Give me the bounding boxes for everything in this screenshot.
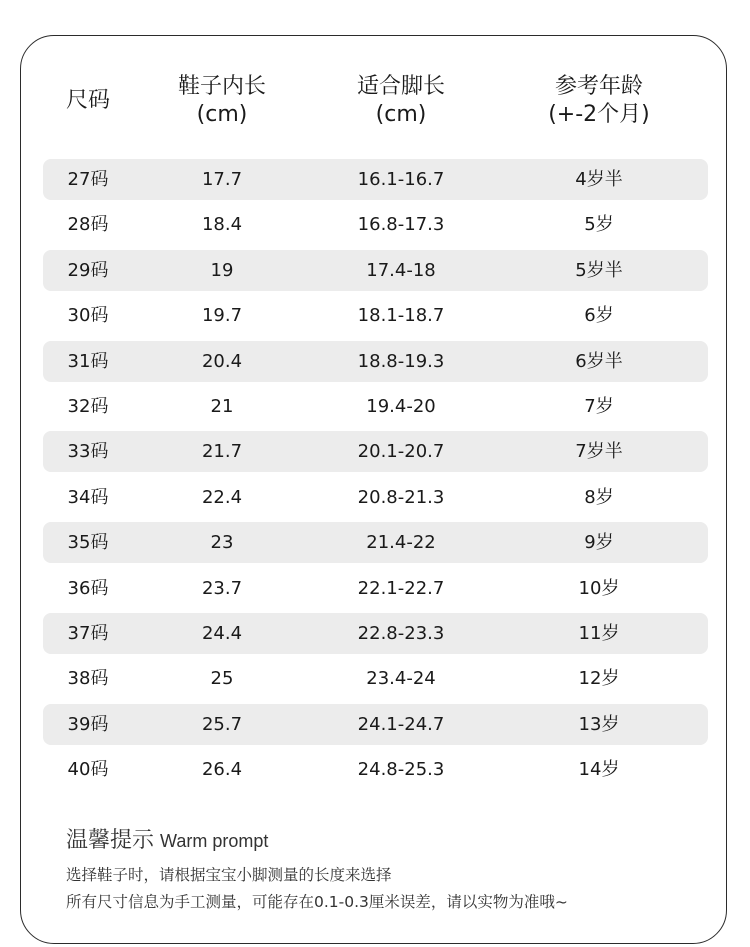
size-cell: 37码 bbox=[67, 622, 109, 644]
warm-prompt bbox=[66, 826, 568, 916]
table-row bbox=[43, 159, 708, 200]
header-size: 尺码 bbox=[65, 88, 111, 113]
shoe-length-cell: 22.4 bbox=[201, 486, 243, 508]
size-cell: 28码 bbox=[67, 214, 109, 236]
table-row bbox=[43, 522, 708, 563]
table-row bbox=[43, 749, 708, 790]
age-cell: 7岁半 bbox=[575, 441, 623, 463]
shoe-length-cell: 21.7 bbox=[201, 441, 243, 463]
size-cell: 39码 bbox=[67, 713, 109, 735]
shoe-length-cell: 23.7 bbox=[201, 577, 243, 599]
shoe-length-cell: 20.4 bbox=[201, 350, 243, 372]
age-cell: 6岁半 bbox=[575, 350, 623, 372]
table-row bbox=[43, 204, 708, 245]
shoe-length-cell: 25.7 bbox=[201, 713, 243, 735]
foot-length-cell: 18.8-19.3 bbox=[357, 350, 445, 372]
foot-length-cell: 20.8-21.3 bbox=[357, 486, 445, 508]
table-row bbox=[43, 341, 708, 382]
size-cell: 36码 bbox=[67, 577, 109, 599]
shoe-length-cell: 19 bbox=[210, 259, 234, 281]
age-cell: 5岁 bbox=[584, 214, 614, 236]
size-cell: 31码 bbox=[67, 350, 109, 372]
size-cell: 40码 bbox=[67, 759, 109, 781]
foot-length-cell: 22.8-23.3 bbox=[357, 622, 445, 644]
age-cell: 11岁 bbox=[578, 622, 620, 644]
age-cell: 5岁半 bbox=[575, 259, 623, 281]
shoe-length-cell: 18.4 bbox=[201, 214, 243, 236]
size-cell: 34码 bbox=[67, 486, 109, 508]
table-row bbox=[43, 386, 708, 427]
foot-length-cell: 23.4-24 bbox=[366, 668, 436, 690]
size-cell: 32码 bbox=[67, 395, 109, 417]
shoe-length-cell: 17.7 bbox=[201, 169, 243, 190]
table-row bbox=[43, 477, 708, 518]
table-header bbox=[43, 70, 708, 132]
header-foot-length: 适合脚长 (cm) bbox=[356, 74, 446, 127]
table-row bbox=[43, 250, 708, 291]
age-cell: 13岁 bbox=[578, 713, 620, 735]
age-cell: 12岁 bbox=[578, 668, 620, 690]
shoe-length-cell: 26.4 bbox=[201, 759, 243, 781]
foot-length-cell: 22.1-22.7 bbox=[357, 577, 445, 599]
foot-length-cell: 19.4-20 bbox=[366, 395, 436, 417]
foot-length-cell: 24.1-24.7 bbox=[357, 713, 445, 735]
shoe-length-cell: 21 bbox=[210, 395, 234, 417]
size-cell: 27码 bbox=[67, 169, 109, 190]
foot-length-cell: 17.4-18 bbox=[366, 259, 436, 281]
size-cell: 35码 bbox=[67, 532, 109, 554]
foot-length-cell: 16.1-16.7 bbox=[357, 169, 445, 190]
foot-length-cell: 21.4-22 bbox=[366, 532, 436, 554]
header-shoe-length: 鞋子内长 (cm) bbox=[177, 74, 267, 127]
foot-length-cell: 16.8-17.3 bbox=[357, 214, 445, 236]
age-cell: 6岁 bbox=[584, 305, 614, 327]
warm-prompt-title: 温馨提示 Warm prompt bbox=[66, 828, 269, 853]
shoe-length-cell: 19.7 bbox=[201, 305, 243, 327]
size-cell: 30码 bbox=[67, 305, 109, 327]
warm-prompt-line-1: 选择鞋子时，请根据宝宝小脚测量的长度来选择 bbox=[66, 866, 392, 884]
age-cell: 8岁 bbox=[584, 486, 614, 508]
age-cell: 4岁半 bbox=[575, 169, 623, 190]
table-body bbox=[43, 159, 708, 794]
foot-length-cell: 24.8-25.3 bbox=[357, 759, 445, 781]
age-cell: 9岁 bbox=[584, 532, 614, 554]
shoe-length-cell: 23 bbox=[210, 532, 234, 554]
age-cell: 10岁 bbox=[578, 577, 620, 599]
foot-length-cell: 20.1-20.7 bbox=[357, 441, 445, 463]
age-cell: 7岁 bbox=[584, 395, 614, 417]
size-cell: 29码 bbox=[67, 259, 109, 281]
table-row bbox=[43, 704, 708, 745]
foot-length-cell: 18.1-18.7 bbox=[357, 305, 445, 327]
warm-prompt-line-2: 所有尺寸信息为手工测量，可能存在0.1-0.3厘米误差，请以实物为准哦~ bbox=[66, 893, 568, 911]
table-row bbox=[43, 568, 708, 609]
size-cell: 38码 bbox=[67, 668, 109, 690]
header-age: 参考年龄 (+-2个月) bbox=[548, 74, 650, 127]
table-row bbox=[43, 613, 708, 654]
shoe-length-cell: 24.4 bbox=[201, 622, 243, 644]
shoe-length-cell: 25 bbox=[210, 668, 234, 690]
age-cell: 14岁 bbox=[578, 759, 620, 781]
table-row bbox=[43, 431, 708, 472]
size-cell: 33码 bbox=[67, 441, 109, 463]
table-row bbox=[43, 295, 708, 336]
table-row bbox=[43, 658, 708, 699]
